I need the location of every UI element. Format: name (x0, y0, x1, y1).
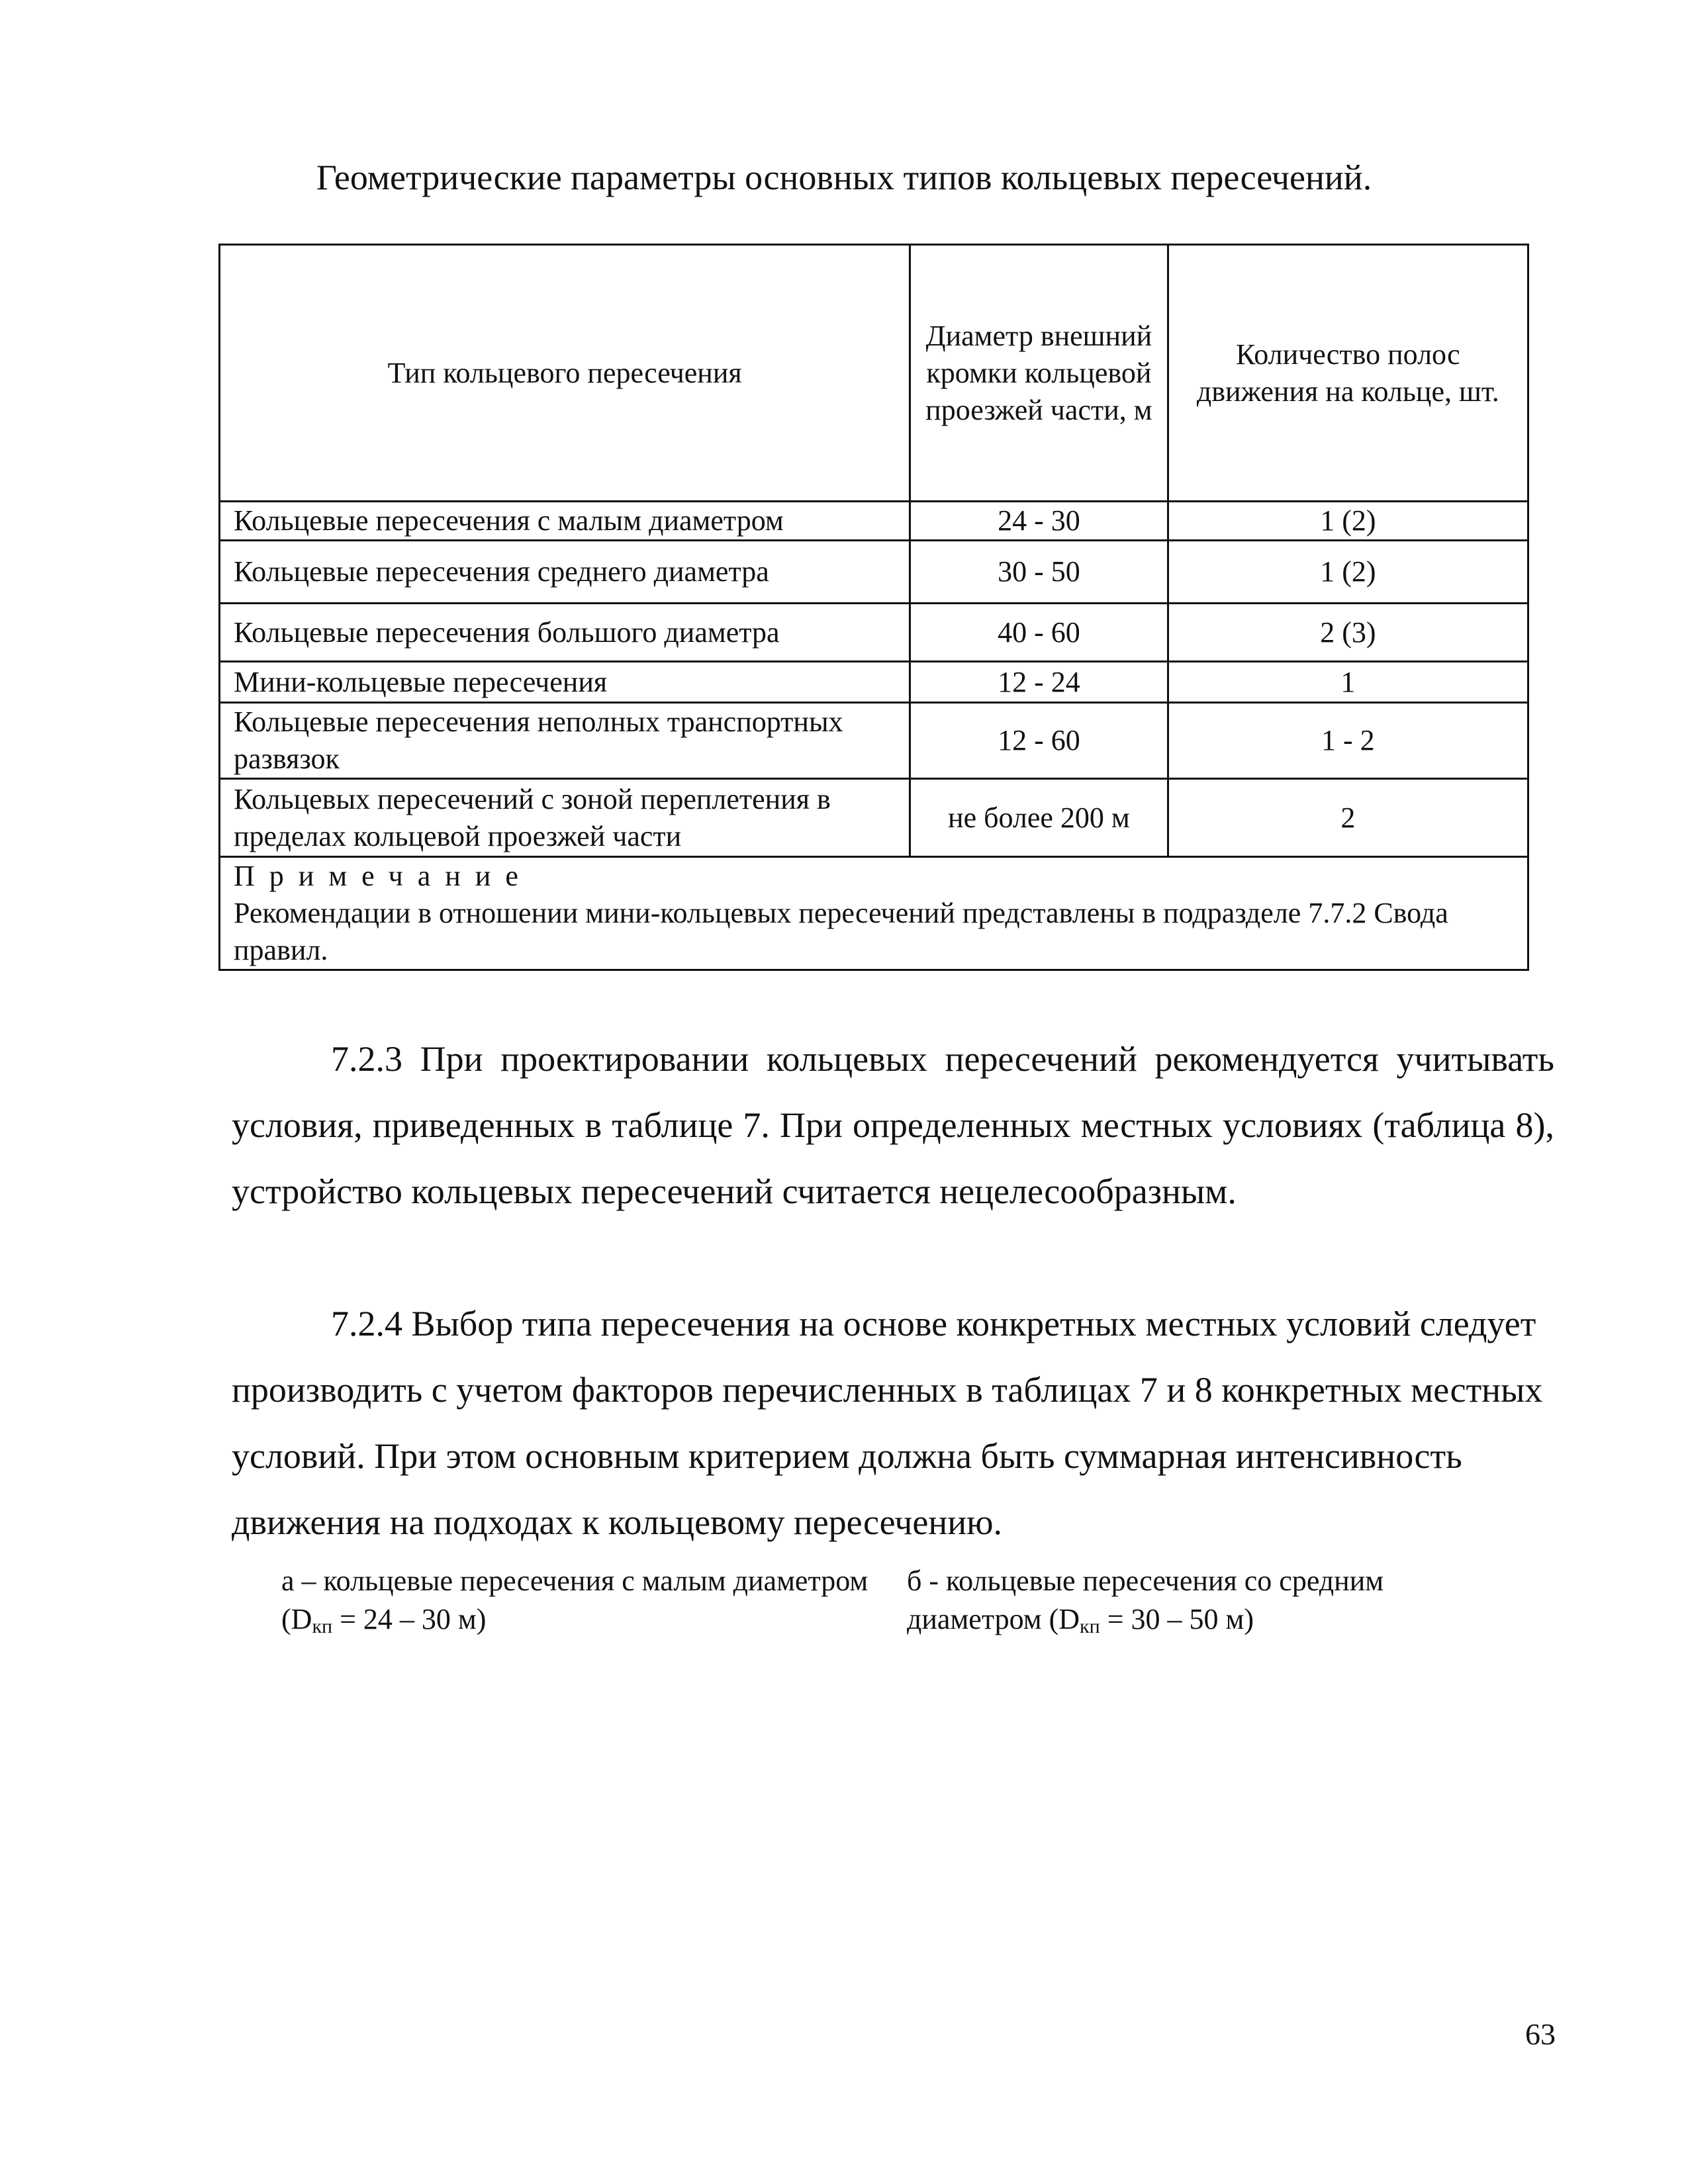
table-row (220, 541, 1528, 604)
figure-caption-b-tail: = 30 – 50 м) (1100, 1603, 1254, 1635)
cell-type: Кольцевые пересечения с малым диаметром (220, 502, 910, 541)
cell-diameter: 24 - 30 (910, 502, 1168, 541)
paragraph-7-2-4: 7.2.4 Выбор типа пересечения на основе конкретных местных условий следует производить с учетом факторов перечисленных в таблицах 7 и 8 конкретных местных условий. При этом основным критерием должна быть суммарная интенсивность движения на подходах к кольцевому пересечению. (232, 1304, 1543, 1542)
cell-lanes: 1 (2) (1168, 502, 1528, 541)
header-type: Тип кольцевого пересечения (220, 245, 910, 502)
table-row (220, 662, 1528, 703)
figure-caption-b (907, 1562, 1503, 1646)
table-row (220, 779, 1528, 857)
cell-type: Кольцевые пересечения неполных транспортных развязок (220, 703, 910, 779)
cell-lanes: 1 (1168, 662, 1528, 703)
cell-diameter: 30 - 50 (910, 541, 1168, 604)
parameters-table (218, 244, 1529, 971)
cell-lanes: 1 - 2 (1168, 703, 1528, 779)
cell-type: Кольцевые пересечения большого диаметра (220, 604, 910, 662)
table-note-row (220, 857, 1528, 970)
figure-caption-b-text: б - кольцевые пересечения со средним диаметром (D (907, 1565, 1384, 1635)
header-lanes: Количество полос движения на кольце, шт. (1168, 245, 1528, 502)
table-row (220, 703, 1528, 779)
cell-diameter: 12 - 60 (910, 703, 1168, 779)
table-caption: Геометрические параметры основных типов кольцевых пересечений. (316, 158, 1372, 197)
cell-type: Мини-кольцевые пересечения (220, 662, 910, 703)
cell-diameter: не более 200 м (910, 779, 1168, 857)
paragraph-7-2-3: 7.2.3 При проектировании кольцевых пересечений рекомендуется учитывать условия, приведенных в таблице 7. При определенных местных условиях (таблица 8), устройство кольцевых пересечений считается нецелесообразным. (232, 1039, 1554, 1211)
cell-diameter: 12 - 24 (910, 662, 1168, 703)
figure-caption-a (281, 1562, 877, 1646)
cell-lanes: 1 (2) (1168, 541, 1528, 604)
cell-lanes: 2 (3) (1168, 604, 1528, 662)
figure-caption-a-tail: = 24 – 30 м) (332, 1603, 487, 1635)
cell-diameter: 40 - 60 (910, 604, 1168, 662)
note-title: Примечание (234, 860, 533, 892)
note-text: Рекомендации в отношении мини-кольцевых пересечений представлены в подразделе 7.7.2 Свода правил. (234, 897, 1448, 966)
header-diameter: Диаметр внешний кромки кольцевой проезжей части, м (910, 245, 1168, 502)
figure-caption-b-subscript: кп (1080, 1615, 1100, 1637)
cell-type: Кольцевых пересечений с зоной переплетения в пределах кольцевой проезжей части (220, 779, 910, 857)
figure-caption-a-subscript: кп (312, 1615, 333, 1637)
cell-lanes: 2 (1168, 779, 1528, 857)
page-number: 63 (1525, 2017, 1556, 2051)
table-note (220, 857, 1528, 970)
figure-caption-a-text: а – кольцевые пересечения с малым диаметром (D (281, 1565, 868, 1635)
table-row (220, 604, 1528, 662)
table-header-row (220, 245, 1528, 502)
table-row (220, 502, 1528, 541)
cell-type: Кольцевые пересечения среднего диаметра (220, 541, 910, 604)
